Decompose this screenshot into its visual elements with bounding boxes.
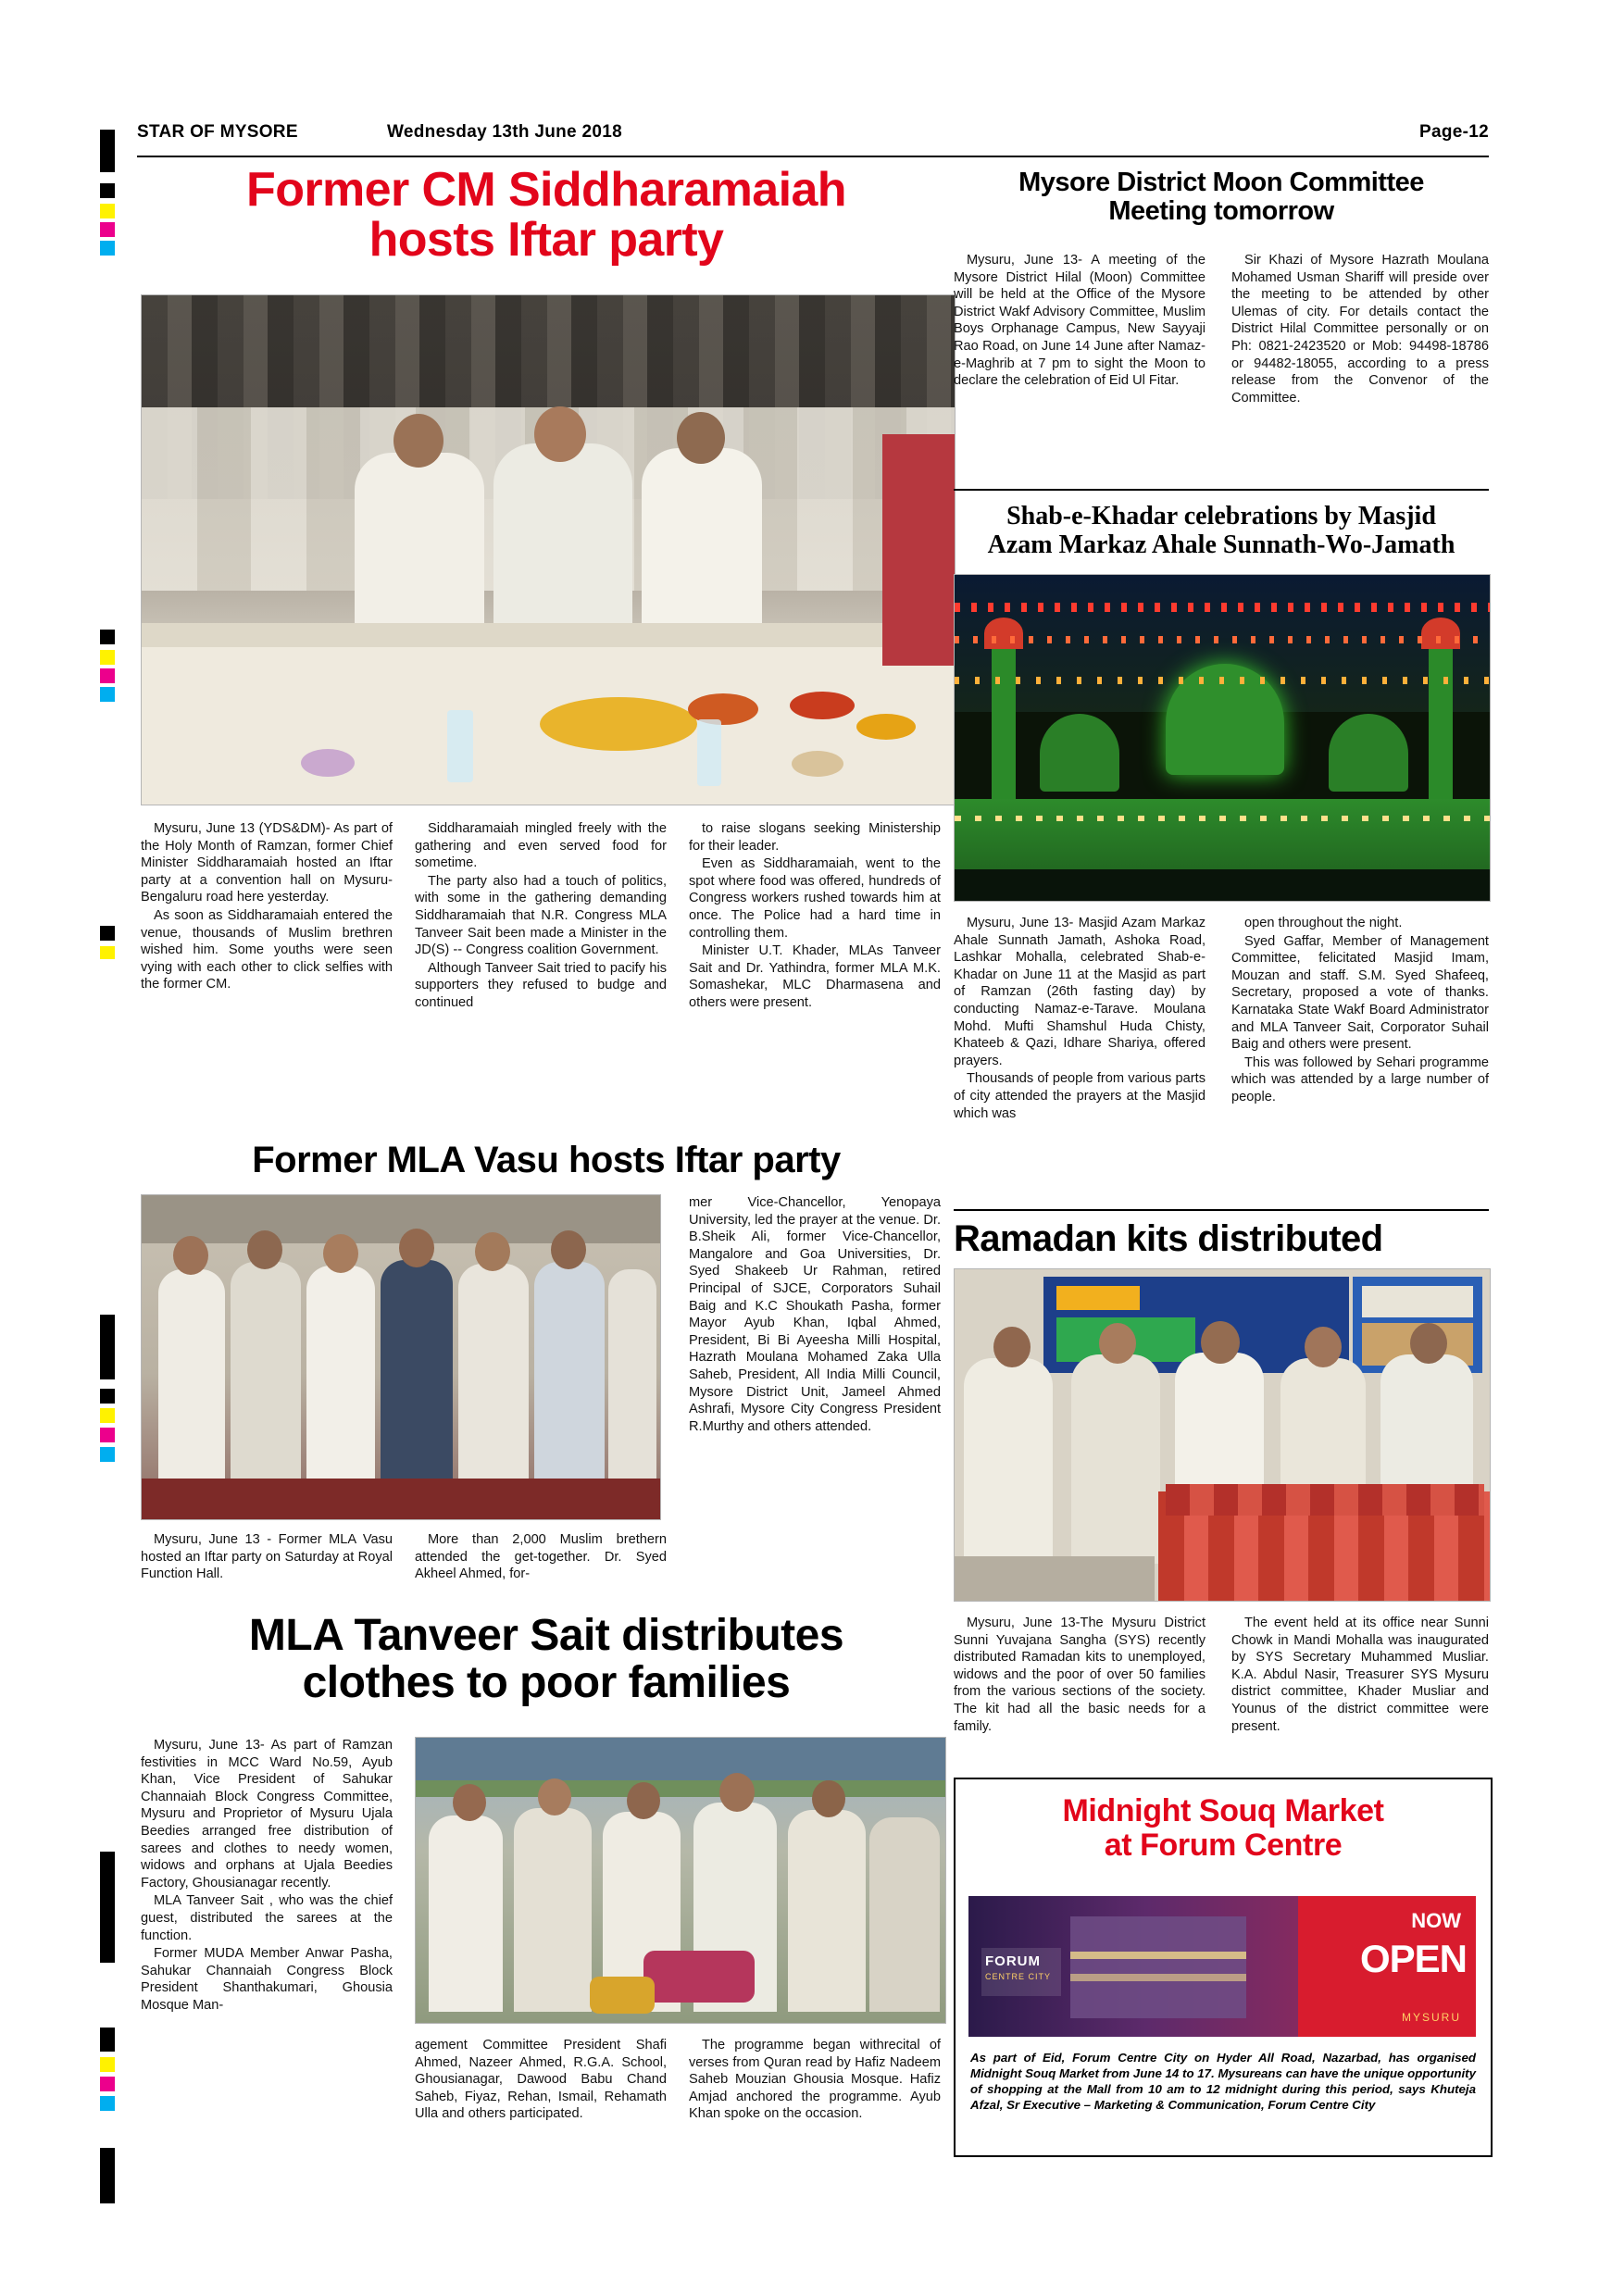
paragraph: Sir Khazi of Mysore Hazrath Moulana Mohamed Usman Shariff will preside over the meeting to be attended by other Ulemas of city. For details contact the District Hilal Committee personally or on Ph: 0821-2423520 or Mob: 94498-18786 or 94482-18055, according to a press release from the Convenor of the Committee.	[1231, 253, 1489, 406]
page-number: Page-12	[1419, 122, 1489, 142]
ad-caption: As part of Eid, Forum Centre City on Hyder All Road, Nazarbad, has organised Midnight Souq Market from June 14 to 17. Mysureans can have the unique opportunity of shopping at the Mall from 10 am to 12 midnight during this period, says Khuteja Afzal, Sr Executive – Marketing & Communication, Forum Centre City	[970, 2051, 1476, 2112]
moon-headline-line1: Mysore District Moon Committee	[1018, 168, 1424, 197]
vasu-caption-column-1	[141, 1531, 393, 1583]
main-headline-line1: Former CM Siddharamaiah	[246, 163, 846, 217]
paragraph: Mysuru, June 13-The Mysuru District Sunni Yuvajana Sangha (SYS) recently distributed Ramadan kits to unemployed, widows and the poor of over 50 families from the various sections of the society. The kit had all the basic needs for a family.	[954, 1616, 1206, 1734]
paragraph: Mysuru, June 13- A meeting of the Mysore District Hilal (Moon) Committee will be held at the Office of the Mysore District Wakf Advisory Committee, Muslim Boys Orphanage Campus, New Sayyaji Rao Road, on June 14 June after Namaz-e-Maghrib at 7 pm to sight the Moon to declare the celebration of Eid Ul Fitar.	[954, 253, 1206, 389]
moon-headline-line2: Meeting tomorrow	[1108, 195, 1334, 226]
ramadan-headline-text: Ramadan kits distributed	[954, 1218, 1383, 1259]
registration-marks-4	[100, 1315, 115, 1462]
paragraph: This was followed by Sehari programme which was attended by a large number of people.	[1231, 1054, 1489, 1104]
paragraph: As soon as Siddharamaiah entered the venue, thousands of Muslim brethren wished him. Some youths were seen vying with each other to click selfies with the former CM.	[141, 907, 393, 992]
moon-committee-headline	[954, 168, 1489, 225]
main-headline-line2: hosts Iftar party	[369, 213, 724, 268]
main-headline	[139, 163, 954, 268]
advertisement[interactable]	[954, 1778, 1493, 2157]
forum-brand-line1: FORUM	[985, 1953, 1041, 1969]
ad-title-line1: Midnight Souq Market	[1062, 1793, 1384, 1828]
iftar-party-photo	[141, 294, 956, 805]
shab-headline-line1: Shab-e-Khadar celebrations by Masjid	[1006, 502, 1436, 530]
forum-centre-banner	[968, 1896, 1476, 2037]
shab-headline	[954, 502, 1489, 560]
moon-article-column-2	[1231, 252, 1489, 406]
paragraph: The party also had a touch of politics, with some in the gathering demanding Siddharamaiah that N.R. Congress MLA Tanveer Sait been made a Minister in the JD(S) -- Congress coalition Government.	[415, 873, 667, 958]
main-article-column-1	[141, 820, 393, 993]
vasu-caption-column-2	[415, 1531, 667, 1583]
tanveer-article-column-2	[415, 2037, 667, 2123]
tanveer-article-column-1	[141, 1737, 393, 2015]
registration-marks	[100, 130, 115, 256]
main-article-column-3	[689, 820, 941, 1012]
paragraph: open throughout the night.	[1244, 916, 1403, 930]
registration-marks-7	[100, 2148, 115, 2203]
vasu-headline-text: Former MLA Vasu hosts Iftar party	[252, 1140, 841, 1180]
vasu-iftar-photo	[141, 1194, 661, 1520]
paragraph: Mysuru, June 13- As part of Ramzan festivities in MCC Ward No.59, Ayub Khan, Vice President of Sahukar Channaiah Block Congress Committee, Mysuru and Proprietor of Mysuru Ujala Beedies arranged free distribution of sarees and clothes to needy women, widows and orphans at Ujala Beedies Factory, Ghousianagar recently.	[141, 1738, 393, 1890]
masjid-night-photo	[954, 574, 1491, 902]
paragraph: Syed Gaffar, Member of Management Committee, felicitated Masjid Imam, Mouzan and staff. S.M. Syed Shafeeq, Secretary, proposed a vote of thanks. Karnataka State Wakf Board Administrator and MLA Tanveer Sait, Corporator Suhail Baig and others were present.	[1231, 933, 1489, 1053]
tanveer-article-column-3	[689, 2037, 941, 2123]
tanveer-headline	[139, 1613, 954, 1707]
ad-city-text: MYSURU	[1401, 2011, 1461, 2024]
main-article-column-2	[415, 820, 667, 1012]
paragraph: mer Vice-Chancellor, Yenopaya University, led the prayer at the venue. Dr. B.Sheik Ali, former Vice-Chancellor, Mangalore and Goa Universities, Dr. Syed Shakeeb Ur Rahman, retired Principal of SJCE, Corporators Suhail Baig and K.C Shoukath Pasha, former Mayor Ayub Khan, Iqbal Ahmed, President, Bi Bi Ayeesha Milli Hospital, Hazrath Moulana Mohamed Zaka Ulla Saheb, President, All India Milli Council, Mysore District Unit, Jameel Ahmed Ashrafi, Mysore City Congress President R.Murthy and others attended.	[689, 1195, 941, 1434]
registration-marks-6	[100, 2028, 115, 2111]
registration-marks-5	[100, 1852, 115, 1963]
ad-title-line2: at Forum Centre	[1104, 1828, 1343, 1864]
tanveer-headline-line1: MLA Tanveer Sait distributes	[248, 1611, 844, 1660]
paragraph: Mysuru, June 13 (YDS&DM)- As part of the Holy Month of Ramzan, former Chief Minister Siddharamaiah hosted an Iftar party at a convention hall on Mysuru-Bengaluru road here yesterday.	[141, 821, 393, 905]
paragraph: Mysuru, June 13- Masjid Azam Markaz Ahale Sunnath Jamath, Ashoka Road, Lashkar Mohalla, celebrated Shab-e-Khadar on June 11 at the Masjid as part of Ramzan (26th fasting day) by conducting Namaz-e-Tarave. Moulana Mohd. Mufti Shamshul Huda Chisty, Khateeb & Qazi, Idhare Shariya, offered prayers.	[954, 916, 1206, 1068]
paragraph: agement Committee President Shafi Ahmed, Nazeer Ahmed, R.G.A. School, Ghousianagar, Dawood Babu Chand Saheb, Fiyaz, Rehan, Ismail, Rehamath Ulla and others participated.	[415, 2038, 667, 2122]
paragraph: Although Tanveer Sait tried to pacify his supporters they refused to budge and continued	[415, 960, 667, 1010]
shab-article-column-1	[954, 915, 1206, 1122]
shab-headline-line2: Azam Markaz Ahale Sunnath-Wo-Jamath	[987, 530, 1455, 560]
shab-article-column-2	[1231, 915, 1489, 1106]
forum-brand-line2: CENTRE CITY	[985, 1972, 1052, 1981]
paper-name: STAR OF MYSORE	[137, 122, 298, 142]
paragraph: More than 2,000 Muslim brethern attended the get-together. Dr. Syed Akheel Ahmed, for-	[415, 1532, 667, 1582]
paragraph: Minister U.T. Khader, MLAs Tanveer Sait and Dr. Yathindra, former MLA M.K. Somashekar, MLC Dharmasena and others were present.	[689, 943, 941, 1010]
section-divider-2	[954, 1209, 1489, 1211]
registration-marks-2	[100, 630, 115, 702]
paragraph: MLA Tanveer Sait , who was the chief guest, distributed the sarees at the function.	[141, 1893, 393, 1943]
moon-article-column-1	[954, 252, 1206, 390]
ramadan-headline	[954, 1218, 1489, 1260]
ramadan-kits-photo	[954, 1268, 1491, 1602]
tanveer-headline-line2: clothes to poor families	[302, 1657, 791, 1707]
paragraph: Mysuru, June 13 - Former MLA Vasu hosted an Iftar party on Saturday at Royal Function Hall.	[141, 1532, 393, 1582]
paragraph: Siddharamaiah mingled freely with the gathering and even served food for sometime.	[415, 821, 667, 871]
ad-open-text: OPEN	[1359, 1937, 1467, 1980]
section-divider	[954, 489, 1489, 491]
ramadan-article-column-1	[954, 1615, 1206, 1735]
paragraph: Thousands of people from various parts of city attended the prayers at the Masjid which was	[954, 1071, 1206, 1121]
paragraph: The programme began withrecital of verses from Quran read by Hafiz Nadeem Saheb Mouzian Ghousia Mosque. Hafiz Amjad anchored the programme. Ayub Khan spoke on the occasion.	[689, 2038, 941, 2122]
registration-marks-3	[100, 926, 115, 959]
paragraph: to raise slogans seeking Ministership for their leader.	[689, 821, 941, 854]
clothes-distribution-photo	[415, 1737, 946, 2024]
vasu-headline	[139, 1141, 954, 1179]
paragraph: Even as Siddharamaiah, went to the spot where food was offered, hundreds of Congress workers rushed towards him at once. The Police had a hard time in controlling them.	[689, 856, 941, 941]
issue-date: Wednesday 13th June 2018	[387, 122, 622, 142]
vasu-article-column-3	[689, 1194, 941, 1435]
paragraph: The event held at its office near Sunni Chowk in Mandi Mohalla was inaugurated by SYS Secretary Muhammed Musliar. K.A. Abdul Nasir, Treasurer SYS Mysuru district committee, Khader Musliar and Younus of the district committee were present.	[1231, 1616, 1489, 1734]
masthead	[137, 122, 1489, 157]
ramadan-article-column-2	[1231, 1615, 1489, 1735]
ad-now-text: NOW	[1411, 1909, 1461, 1932]
paragraph: Former MUDA Member Anwar Pasha, Sahukar Channaiah Congress Block President Shanthakumari, Ghousia Mosque Man-	[141, 1946, 393, 2013]
ad-title	[956, 1794, 1491, 1864]
